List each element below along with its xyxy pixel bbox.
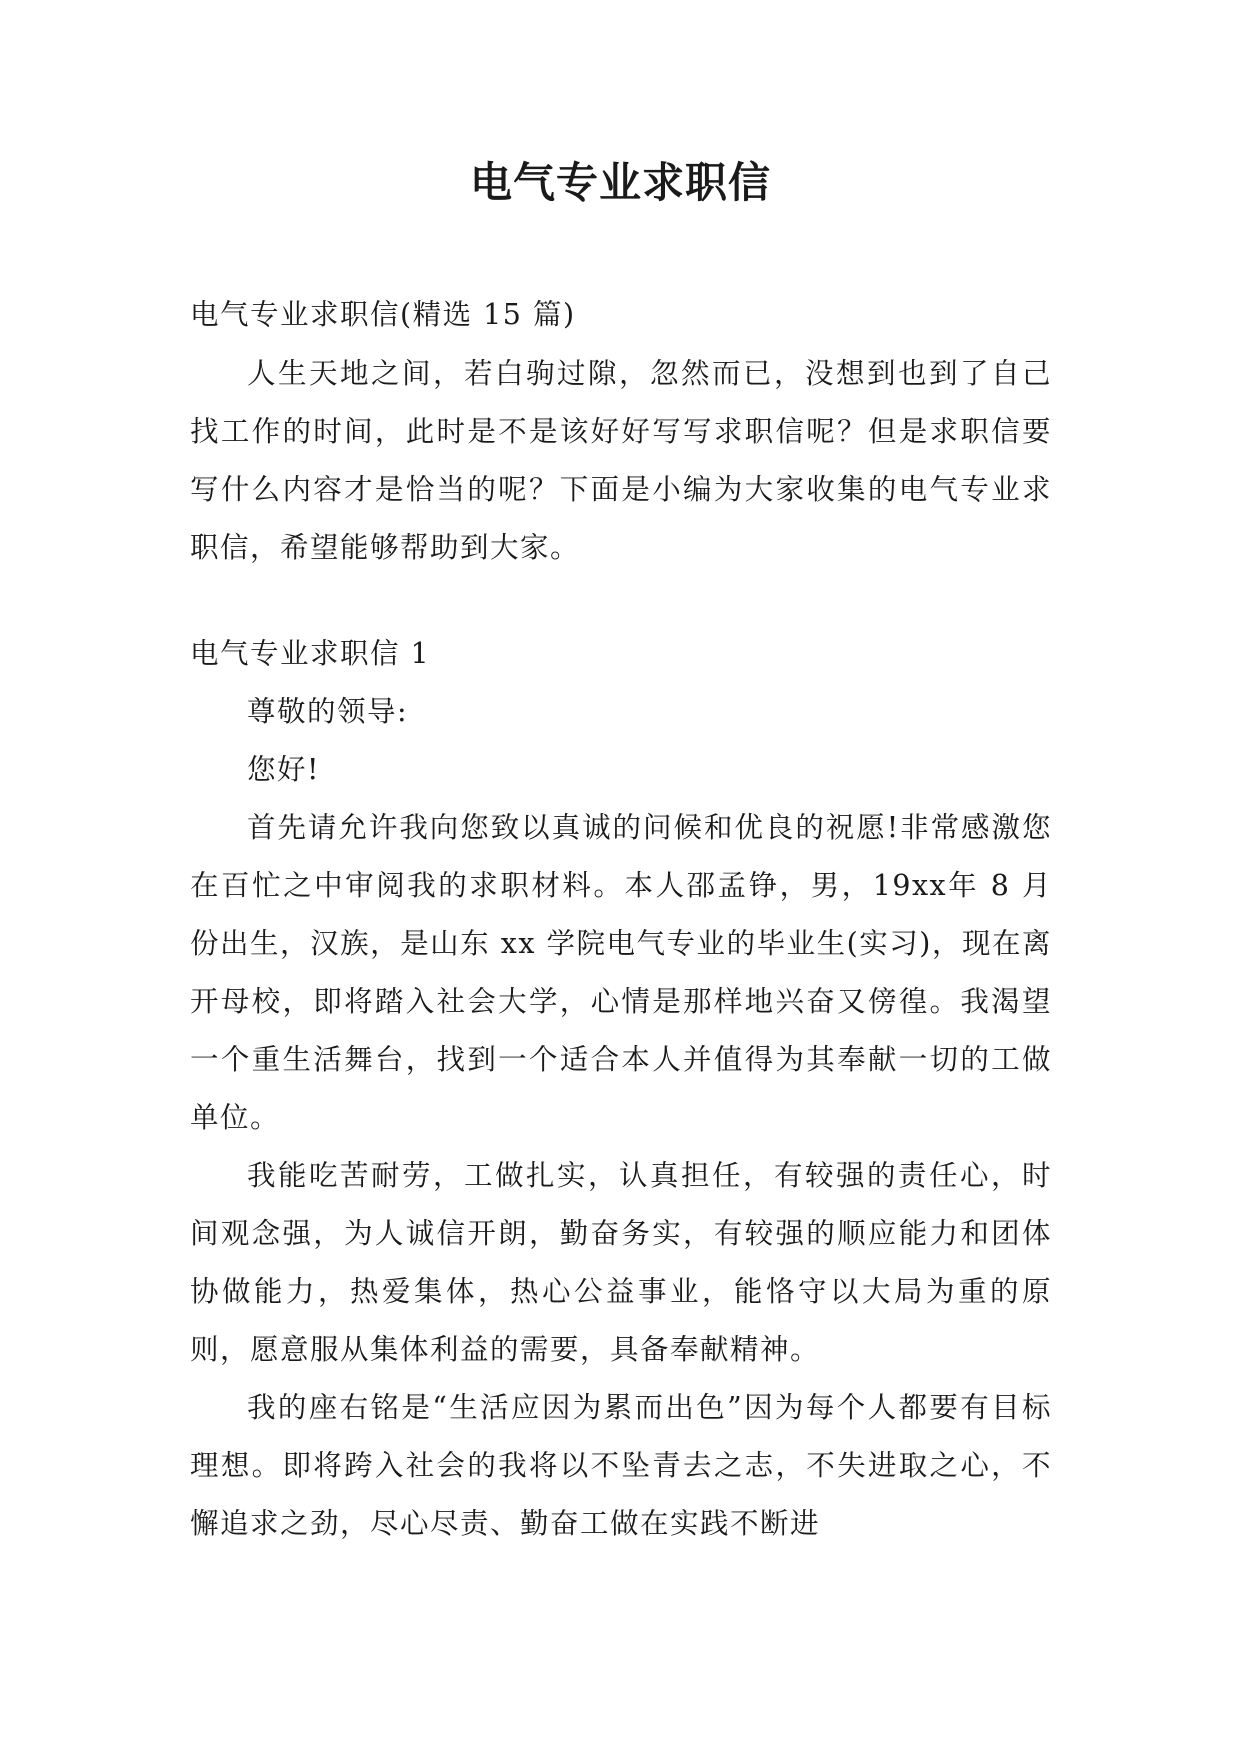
letter-paragraph-1: 首先请允许我向您致以真诚的问候和优良的祝愿!非常感激您在百忙之中审阅我的求职材料。本人邵孟铮，男，19xx年 8 月份出生，汉族，是山东 xx 学院电气专业的毕业生(实习)，现在离开母校，即将踏入社会大学，心情是那样地兴奋又傍徨。我渴望一个重生活舞台，找到一个适合本人并值得为其奉献一切的工做单位。 bbox=[190, 811, 1052, 1134]
intro-paragraph: 人生天地之间，若白驹过隙，忽然而已，没想到也到了自己找工作的时间，此时是不是该好好写写求职信呢？但是求职信要写什么内容才是恰当的呢？下面是小编为大家收集的电气专业求职信，希望能够帮助到大家。 bbox=[190, 357, 1052, 564]
salutation: 尊敬的领导: bbox=[247, 695, 409, 728]
document-body bbox=[190, 290, 1052, 1553]
letter-paragraph-2: 我能吃苦耐劳，工做扎实，认真担任，有较强的责任心，时间观念强，为人诚信开朗，勤奋务实，有较强的顺应能力和团体协做能力，热爱集体，热心公益事业，能恪守以大局为重的原则，愿意服从集体利益的需要，具备奉献精神。 bbox=[190, 1159, 1052, 1366]
document-subtitle: 电气专业求职信(精选 15 篇) bbox=[190, 298, 576, 331]
section-spacer bbox=[190, 577, 1052, 625]
greeting: 您好! bbox=[247, 753, 320, 786]
letter-paragraph-3: 我的座右铭是“生活应因为累而出色”因为每个人都要有目标理想。即将跨入社会的我将以不坠青去之志，不失进取之心，不懈追求之劲，尽心尽责、勤奋工做在实践不断进 bbox=[190, 1391, 1052, 1540]
document-title: 电气专业求职信 bbox=[469, 158, 771, 207]
section-heading: 电气专业求职信 1 bbox=[190, 637, 431, 670]
